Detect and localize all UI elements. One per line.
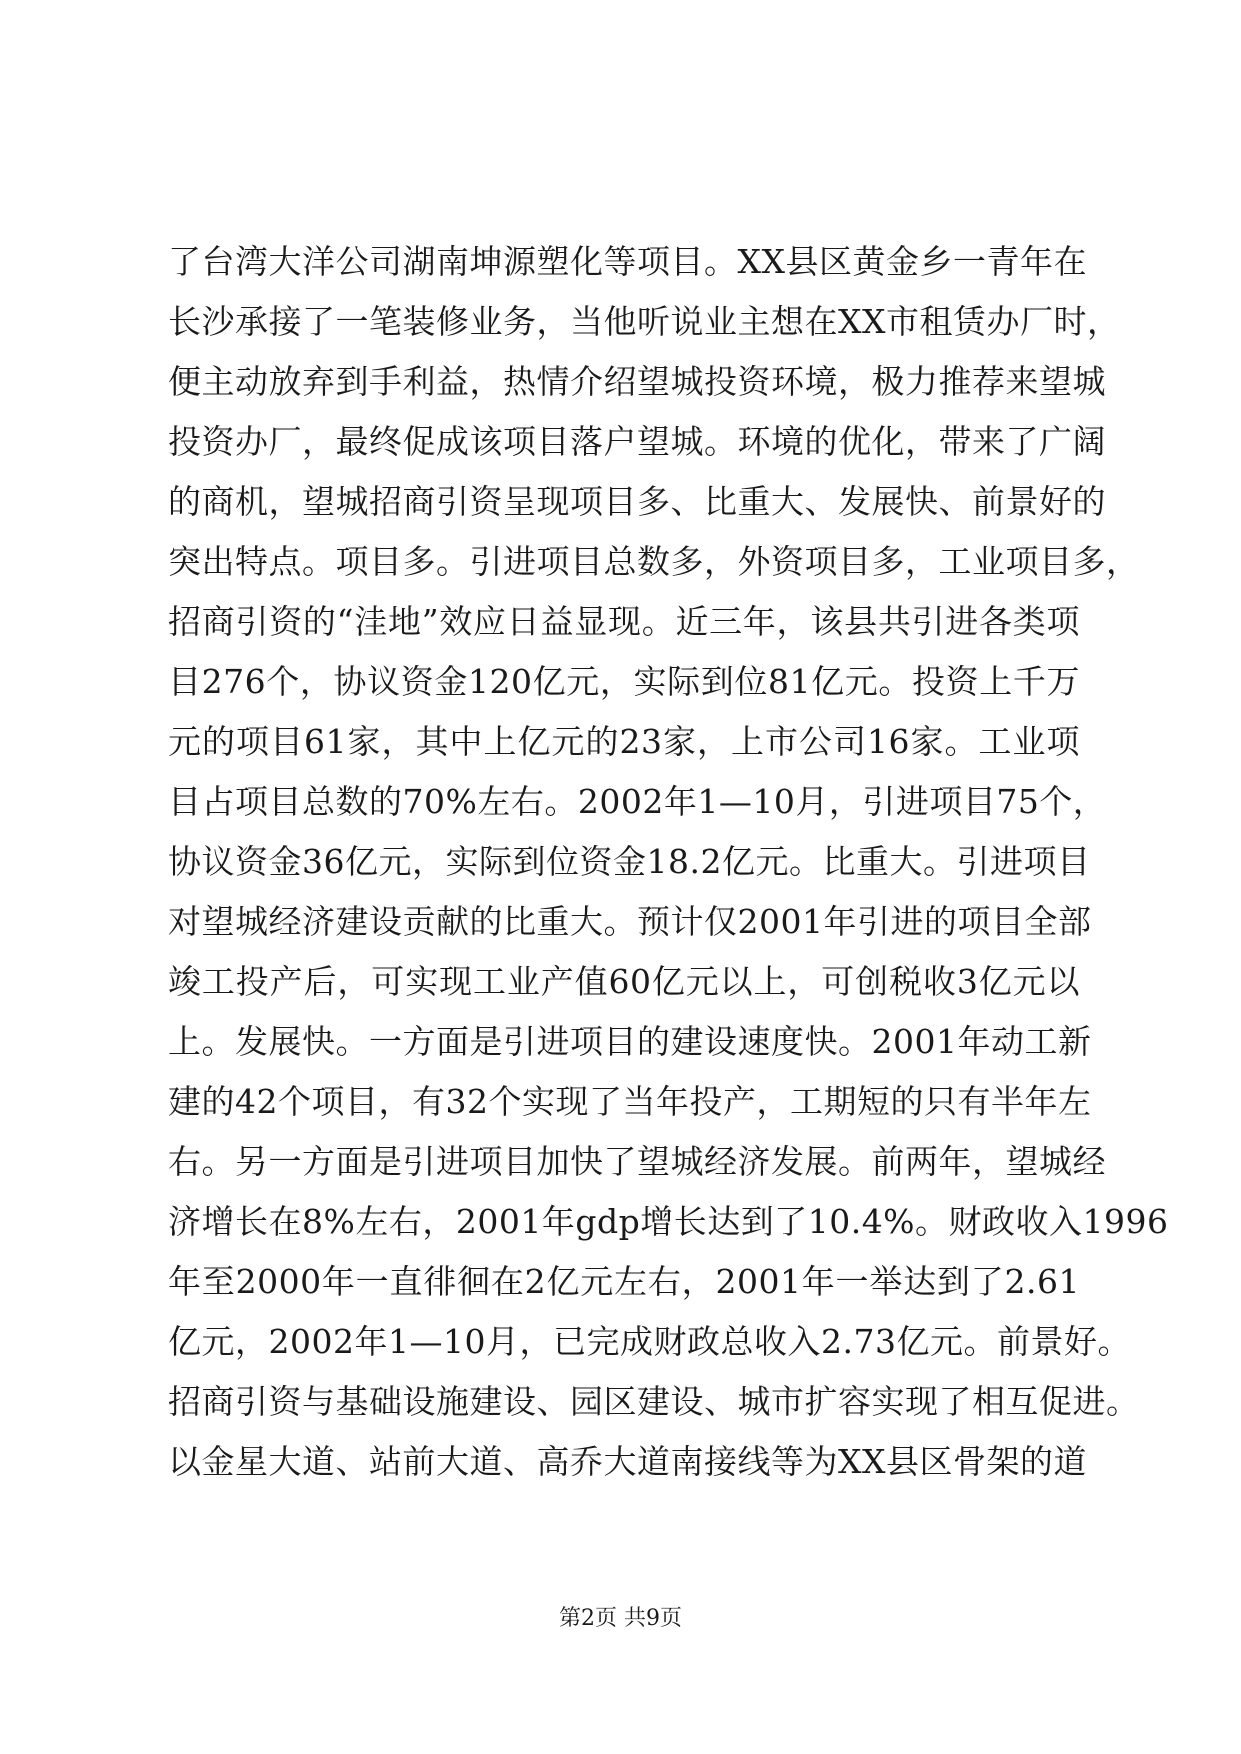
text-line-5: 的商机，望城招商引资呈现项目多、比重大、发展快、前景好的 — [168, 482, 1106, 521]
text-line-1: 了台湾大洋公司湖南坤源塑化等项目。XX县区黄金乡一青年在 — [168, 242, 1087, 281]
text-line-8: 目276个，协议资金120亿元，实际到位81亿元。投资上千万 — [168, 662, 1080, 701]
text-line-20: 招商引资与基础设施建设、园区建设、城市扩容实现了相互促进。 — [168, 1382, 1140, 1421]
text-line-16: 右。另一方面是引进项目加快了望城经济发展。前两年，望城经 — [168, 1142, 1106, 1181]
text-line-21: 以金星大道、站前大道、高乔大道南接线等为XX县区骨架的道 — [168, 1442, 1087, 1481]
text-line-6: 突出特点。项目多。引进项目总数多，外资项目多，工业项目多， — [168, 542, 1140, 581]
text-line-12: 对望城经济建设贡献的比重大。预计仅2001年引进的项目全部 — [168, 902, 1092, 941]
text-line-19: 亿元，2002年1—10月，已完成财政总收入2.73亿元。前景好。 — [168, 1322, 1131, 1361]
text-line-2: 长沙承接了一笔装修业务，当他听说业主想在XX市租赁办厂时， — [168, 302, 1121, 341]
text-line-3: 便主动放弃到手利益，热情介绍望城投资环境，极力推荐来望城 — [168, 362, 1106, 401]
body-paragraph — [168, 232, 1169, 1492]
text-line-15: 建的42个项目，有32个实现了当年投产，工期短的只有半年左 — [168, 1082, 1092, 1121]
page-footer — [0, 1604, 1241, 1634]
text-line-7: 招商引资的“洼地”效应日益显现。近三年，该县共引进各类项 — [168, 602, 1080, 641]
page-number-label: 第2页 共9页 — [559, 1606, 682, 1631]
text-line-14: 上。发展快。一方面是引进项目的建设速度快。2001年动工新 — [168, 1022, 1092, 1061]
text-line-17: 济增长在8%左右，2001年gdp增长达到了10.4%。财政收入1996 — [168, 1202, 1169, 1241]
text-line-13: 竣工投产后，可实现工业产值60亿元以上，可创税收3亿元以 — [168, 962, 1080, 1001]
text-line-11: 协议资金36亿元，实际到位资金18.2亿元。比重大。引进项目 — [168, 842, 1091, 881]
text-line-4: 投资办厂，最终促成该项目落户望城。环境的优化，带来了广阔 — [168, 422, 1106, 461]
text-line-18: 年至2000年一直徘徊在2亿元左右，2001年一举达到了2.61 — [168, 1262, 1080, 1301]
text-line-10: 目占项目总数的70%左右。2002年1—10月，引进项目75个， — [168, 782, 1107, 821]
text-line-9: 元的项目61家，其中上亿元的23家，上市公司16家。工业项 — [168, 722, 1080, 761]
